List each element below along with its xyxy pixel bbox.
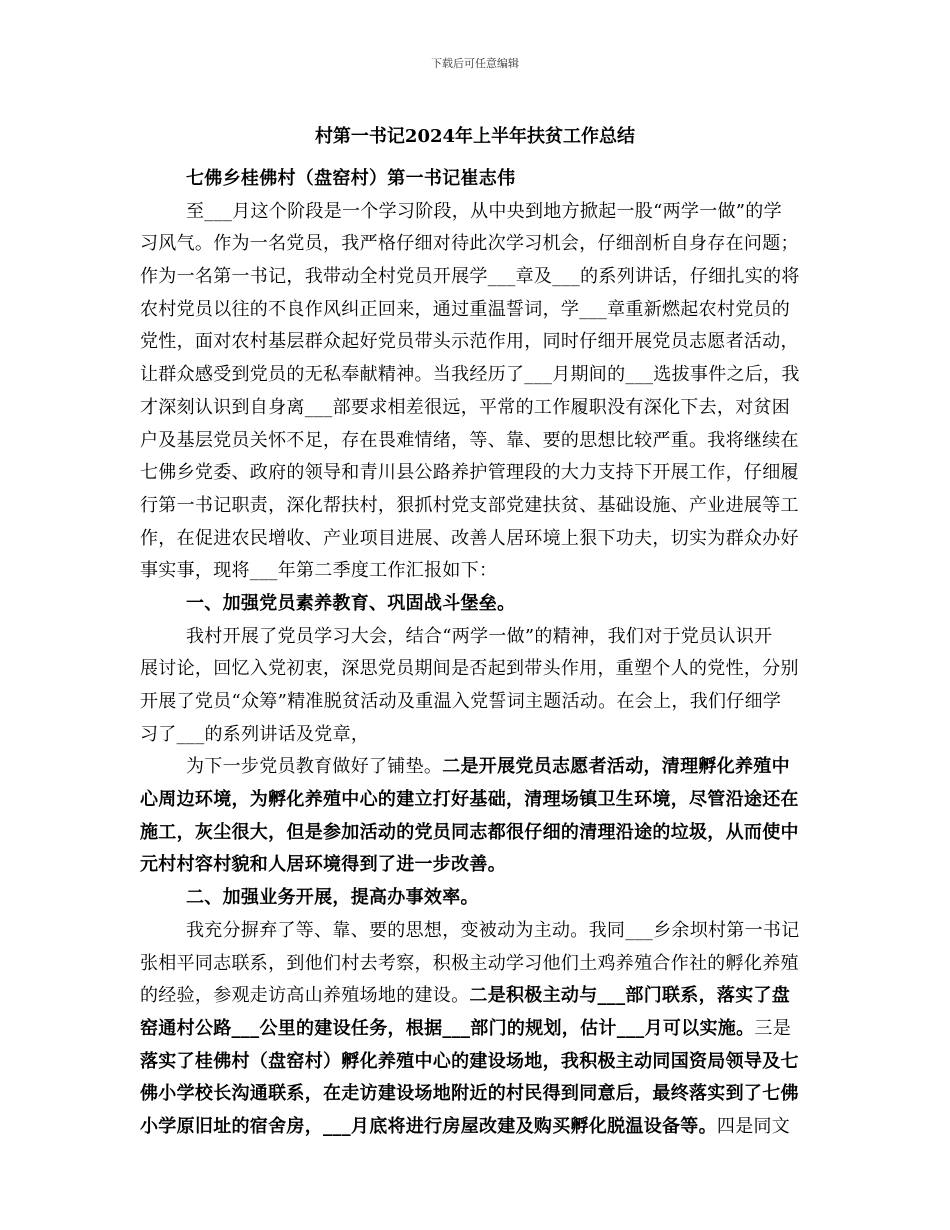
text-line: 作为一名第一书记，我带动全村党员开展学___章及___的系列讲话，仔细扎实的将 (140, 266, 800, 288)
text-line: 作，在促进农民增收、产业项目进展、改善人居环境上狠下功夫，切实为群众办好 (140, 527, 799, 549)
text-line: 至___月这个阶段是一个学习阶段，从中央到地方掀起一股“两学一做”的学 (186, 200, 782, 222)
text-line: 一、加强党员素养教育、巩固战斗堡垒。 (186, 592, 516, 614)
text-run: 二是开展党员志愿者活动，清理孵化养殖中 (442, 756, 790, 778)
text-line: 习了___的系列讲话及党章， (140, 723, 370, 745)
text-line: 习风气。作为一名党员，我严格仔细对待此次学习机会，仔细剖析自身存在问题； (140, 233, 799, 255)
text-run: 的经验，参观走访高山养殖场地的建设。 (140, 985, 470, 1007)
text-line: 张相平同志联系，到他们村去考察，积极主动学习他们土鸡养殖合作社的孵化养殖 (140, 952, 799, 974)
document-title: 村第一书记2024年上半年扶贫工作总结 (314, 126, 636, 147)
text-line (140, 980, 810, 1013)
text-line: 展讨论，回忆入党初衷，深思党员期间是否起到带头作用，重塑个人的党性，分别 (140, 658, 799, 680)
document-body (140, 163, 810, 1144)
text-run: 小学原旧址的宿舍房，___月底将进行房屋改建及购买孵化脱温设备等。 (140, 1115, 717, 1137)
text-line (140, 1013, 810, 1046)
text-line: 事实事，现将___年第二季度工作汇报如下： (140, 560, 498, 582)
text-run: 为下一步党员教育做好了铺垫。 (186, 756, 443, 778)
text-line: 心周边环境，为孵化养殖中心的建立打好基础，清理场镇卫生环境，尽管沿途还在 (140, 789, 799, 811)
text-line: 才深刻认识到自身离___部要求相差很远，平常的工作履职没有深化下去，对贫困 (140, 396, 791, 418)
text-line: 施工，灰尘很大，但是参加活动的党员同志都很仔细的清理沿途的垃圾，从而使中 (140, 821, 799, 843)
text-line: 农村党员以往的不良作风纠正回来，通过重温誓词，学___章重新燃起农村党员的 (140, 298, 791, 320)
text-line: 户及基层党员关怀不足，存在畏难情绪，等、靠、要的思想比较严重。我将继续在 (140, 429, 799, 451)
text-line: 七佛乡桂佛村（盘窑村）第一书记崔志伟 (186, 168, 516, 189)
text-line: 党性，面对农村基层群众起好党员带头示范作用，同时仔细开展党员志愿者活动， (140, 331, 799, 353)
text-line: 行第一书记职责，深化帮扶村，狠抓村党支部党建扶贫、基础设施、产业进展等工 (140, 494, 799, 516)
text-line: 我充分摒弃了等、靠、要的思想，变被动为主动。我同___乡余坝村第一书记 (186, 919, 800, 941)
text-line (140, 751, 810, 784)
text-line: 二、加强业务开展，提高办事效率。 (186, 887, 479, 909)
text-run: 二是积极主动与___部门联系，落实了盘 (469, 985, 791, 1007)
text-line: 落实了桂佛村（盘窑村）孵化养殖中心的建设场地，我积极主动同国资局领导及七 (140, 1050, 799, 1072)
text-line (140, 1111, 810, 1144)
text-run: 四是同文 (716, 1115, 791, 1137)
header-note: 下载后可任意编辑 (431, 57, 519, 70)
text-run: 三是 (754, 1017, 792, 1039)
text-line: 我村开展了党员学习大会，结合“两学一做”的精神，我们对于党员认识开 (186, 625, 773, 647)
text-line: 开展了党员“众筹”精准脱贫活动及重温入党誓词主题活动。在会上，我们仔细学 (140, 691, 782, 712)
text-line: 让群众感受到党员的无私奉献精神。当我经历了___月期间的___选拔事件之后，我 (140, 364, 800, 386)
text-line: 元村村容村貌和人居环境得到了进一步改善。 (140, 854, 506, 876)
text-line: 佛小学校长沟通联系，在走访建设场地附近的村民得到同意后，最终落实到了七佛 (140, 1083, 799, 1105)
text-line: 七佛乡党委、政府的领导和青川县公路养护管理段的大力支持下开展工作，仔细履 (140, 462, 799, 484)
text-run: 窑通村公路___公里的建设任务，根据___部门的规划，估计___月可以实施。 (140, 1017, 755, 1039)
